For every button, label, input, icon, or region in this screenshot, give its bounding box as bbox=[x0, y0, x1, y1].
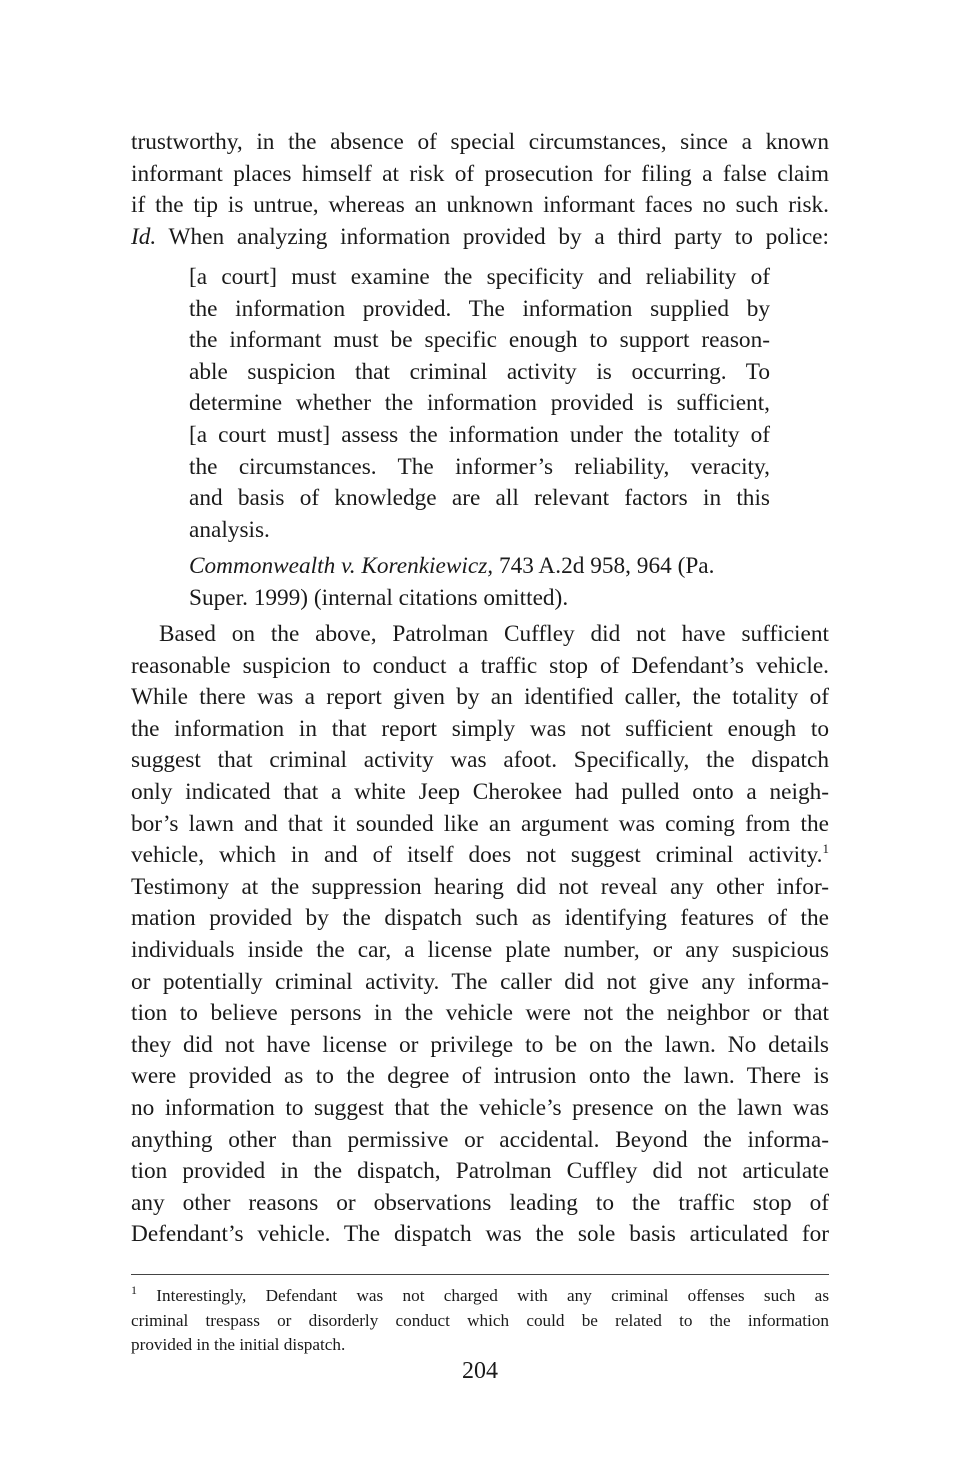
footnote-text: Interestingly, Defendant was not charged with any criminal offenses such as bbox=[156, 1286, 830, 1305]
text-line: While there was a report given by an identified caller, the totality of bbox=[131, 684, 829, 711]
footnote-reference[interactable]: 1 bbox=[822, 841, 829, 857]
footnote-line bbox=[131, 1284, 829, 1309]
text-line: or potentially criminal activity. The caller did not give any informa- bbox=[131, 968, 829, 995]
text-line: mation provided by the dispatch such as identifying features of the bbox=[131, 905, 829, 932]
text-line: they did not have license or privilege to be on the lawn. No details bbox=[131, 1031, 829, 1058]
text-line: Defendant’s vehicle. The dispatch was the sole basis articulated for bbox=[131, 1221, 829, 1248]
quote-line: [a court] must examine the specificity and reliability of bbox=[189, 264, 770, 290]
text-line: Based on the above, Patrolman Cuffley did not have sufficient bbox=[159, 621, 829, 647]
footnote-divider bbox=[131, 1274, 829, 1275]
quote-line: the informant must be specific enough to support reason- bbox=[189, 327, 770, 354]
text-line-content: vehicle, which in and of itself does not suggest criminal activity. bbox=[131, 842, 823, 869]
citation-reporter: 743 A.2d 958, 964 (Pa. bbox=[493, 553, 715, 579]
text-line: tion to believe persons in the vehicle were not the neighbor or that bbox=[131, 1000, 829, 1027]
footnote-line: provided in the initial dispatch. bbox=[131, 1335, 346, 1354]
page-number: 204 bbox=[462, 1358, 498, 1384]
quote-line: determine whether the information provided is sufficient, bbox=[189, 390, 770, 417]
citation-line: Super. 1999) (internal citations omitted). bbox=[189, 584, 569, 611]
text-line: tion provided in the dispatch, Patrolman Cuffley did not articulate bbox=[131, 1158, 829, 1185]
citation-case-name: Commonwealth v. Korenkiewicz, bbox=[189, 553, 494, 579]
footnote-number: 1 bbox=[131, 1283, 137, 1297]
text-line: reasonable suspicion to conduct a traffic stop of Defendant’s vehicle. bbox=[131, 652, 829, 679]
quote-citation bbox=[189, 551, 770, 614]
text-line: anything other than permissive or accidental. Beyond the informa- bbox=[131, 1126, 829, 1153]
text-line: Testimony at the suppression hearing did not reveal any other infor- bbox=[131, 873, 829, 900]
footnote-line: criminal trespass or disorderly conduct which could be related to the information bbox=[131, 1310, 829, 1330]
text-line: no information to suggest that the vehicle’s presence on the lawn was bbox=[131, 1094, 829, 1121]
text-line bbox=[131, 222, 829, 254]
citation-line bbox=[189, 551, 770, 583]
body-paragraph bbox=[131, 619, 829, 1251]
block-quote bbox=[189, 262, 770, 546]
quote-line: [a court must] assess the information under the totality of bbox=[189, 421, 770, 448]
quote-line: able suspicion that criminal activity is occurring. To bbox=[189, 358, 770, 385]
text-line: trustworthy, in the absence of special circumstances, since a known bbox=[131, 129, 829, 155]
intro-paragraph bbox=[131, 127, 829, 253]
text-line: suggest that criminal activity was afoot. Specifically, the dispatch bbox=[131, 747, 829, 774]
text-line: only indicated that a white Jeep Cherokee had pulled onto a neigh- bbox=[131, 778, 829, 805]
id-citation: Id. bbox=[131, 223, 157, 250]
quote-line: and basis of knowledge are all relevant factors in this bbox=[189, 485, 770, 512]
text-line: individuals inside the car, a license plate number, or any suspicious bbox=[131, 936, 829, 963]
quote-line: analysis. bbox=[189, 516, 270, 543]
text-line bbox=[131, 840, 829, 872]
intro-last-text: When analyzing information provided by a third party to police: bbox=[156, 223, 829, 250]
text-line: if the tip is untrue, whereas an unknown informant faces no such risk. bbox=[131, 192, 829, 219]
text-line: any other reasons or observations leading to the traffic stop of bbox=[131, 1189, 829, 1216]
footnote bbox=[131, 1284, 829, 1358]
text-line: were provided as to the degree of intrusion onto the lawn. There is bbox=[131, 1063, 829, 1090]
text-line: the information in that report simply was not sufficient enough to bbox=[131, 715, 829, 742]
quote-line: the information provided. The information supplied by bbox=[189, 295, 770, 322]
text-line: informant places himself at risk of prosecution for filing a false claim bbox=[131, 160, 829, 187]
text-line: bor’s lawn and that it sounded like an argument was coming from the bbox=[131, 810, 829, 837]
quote-line: the circumstances. The informer’s reliability, veracity, bbox=[189, 453, 770, 480]
